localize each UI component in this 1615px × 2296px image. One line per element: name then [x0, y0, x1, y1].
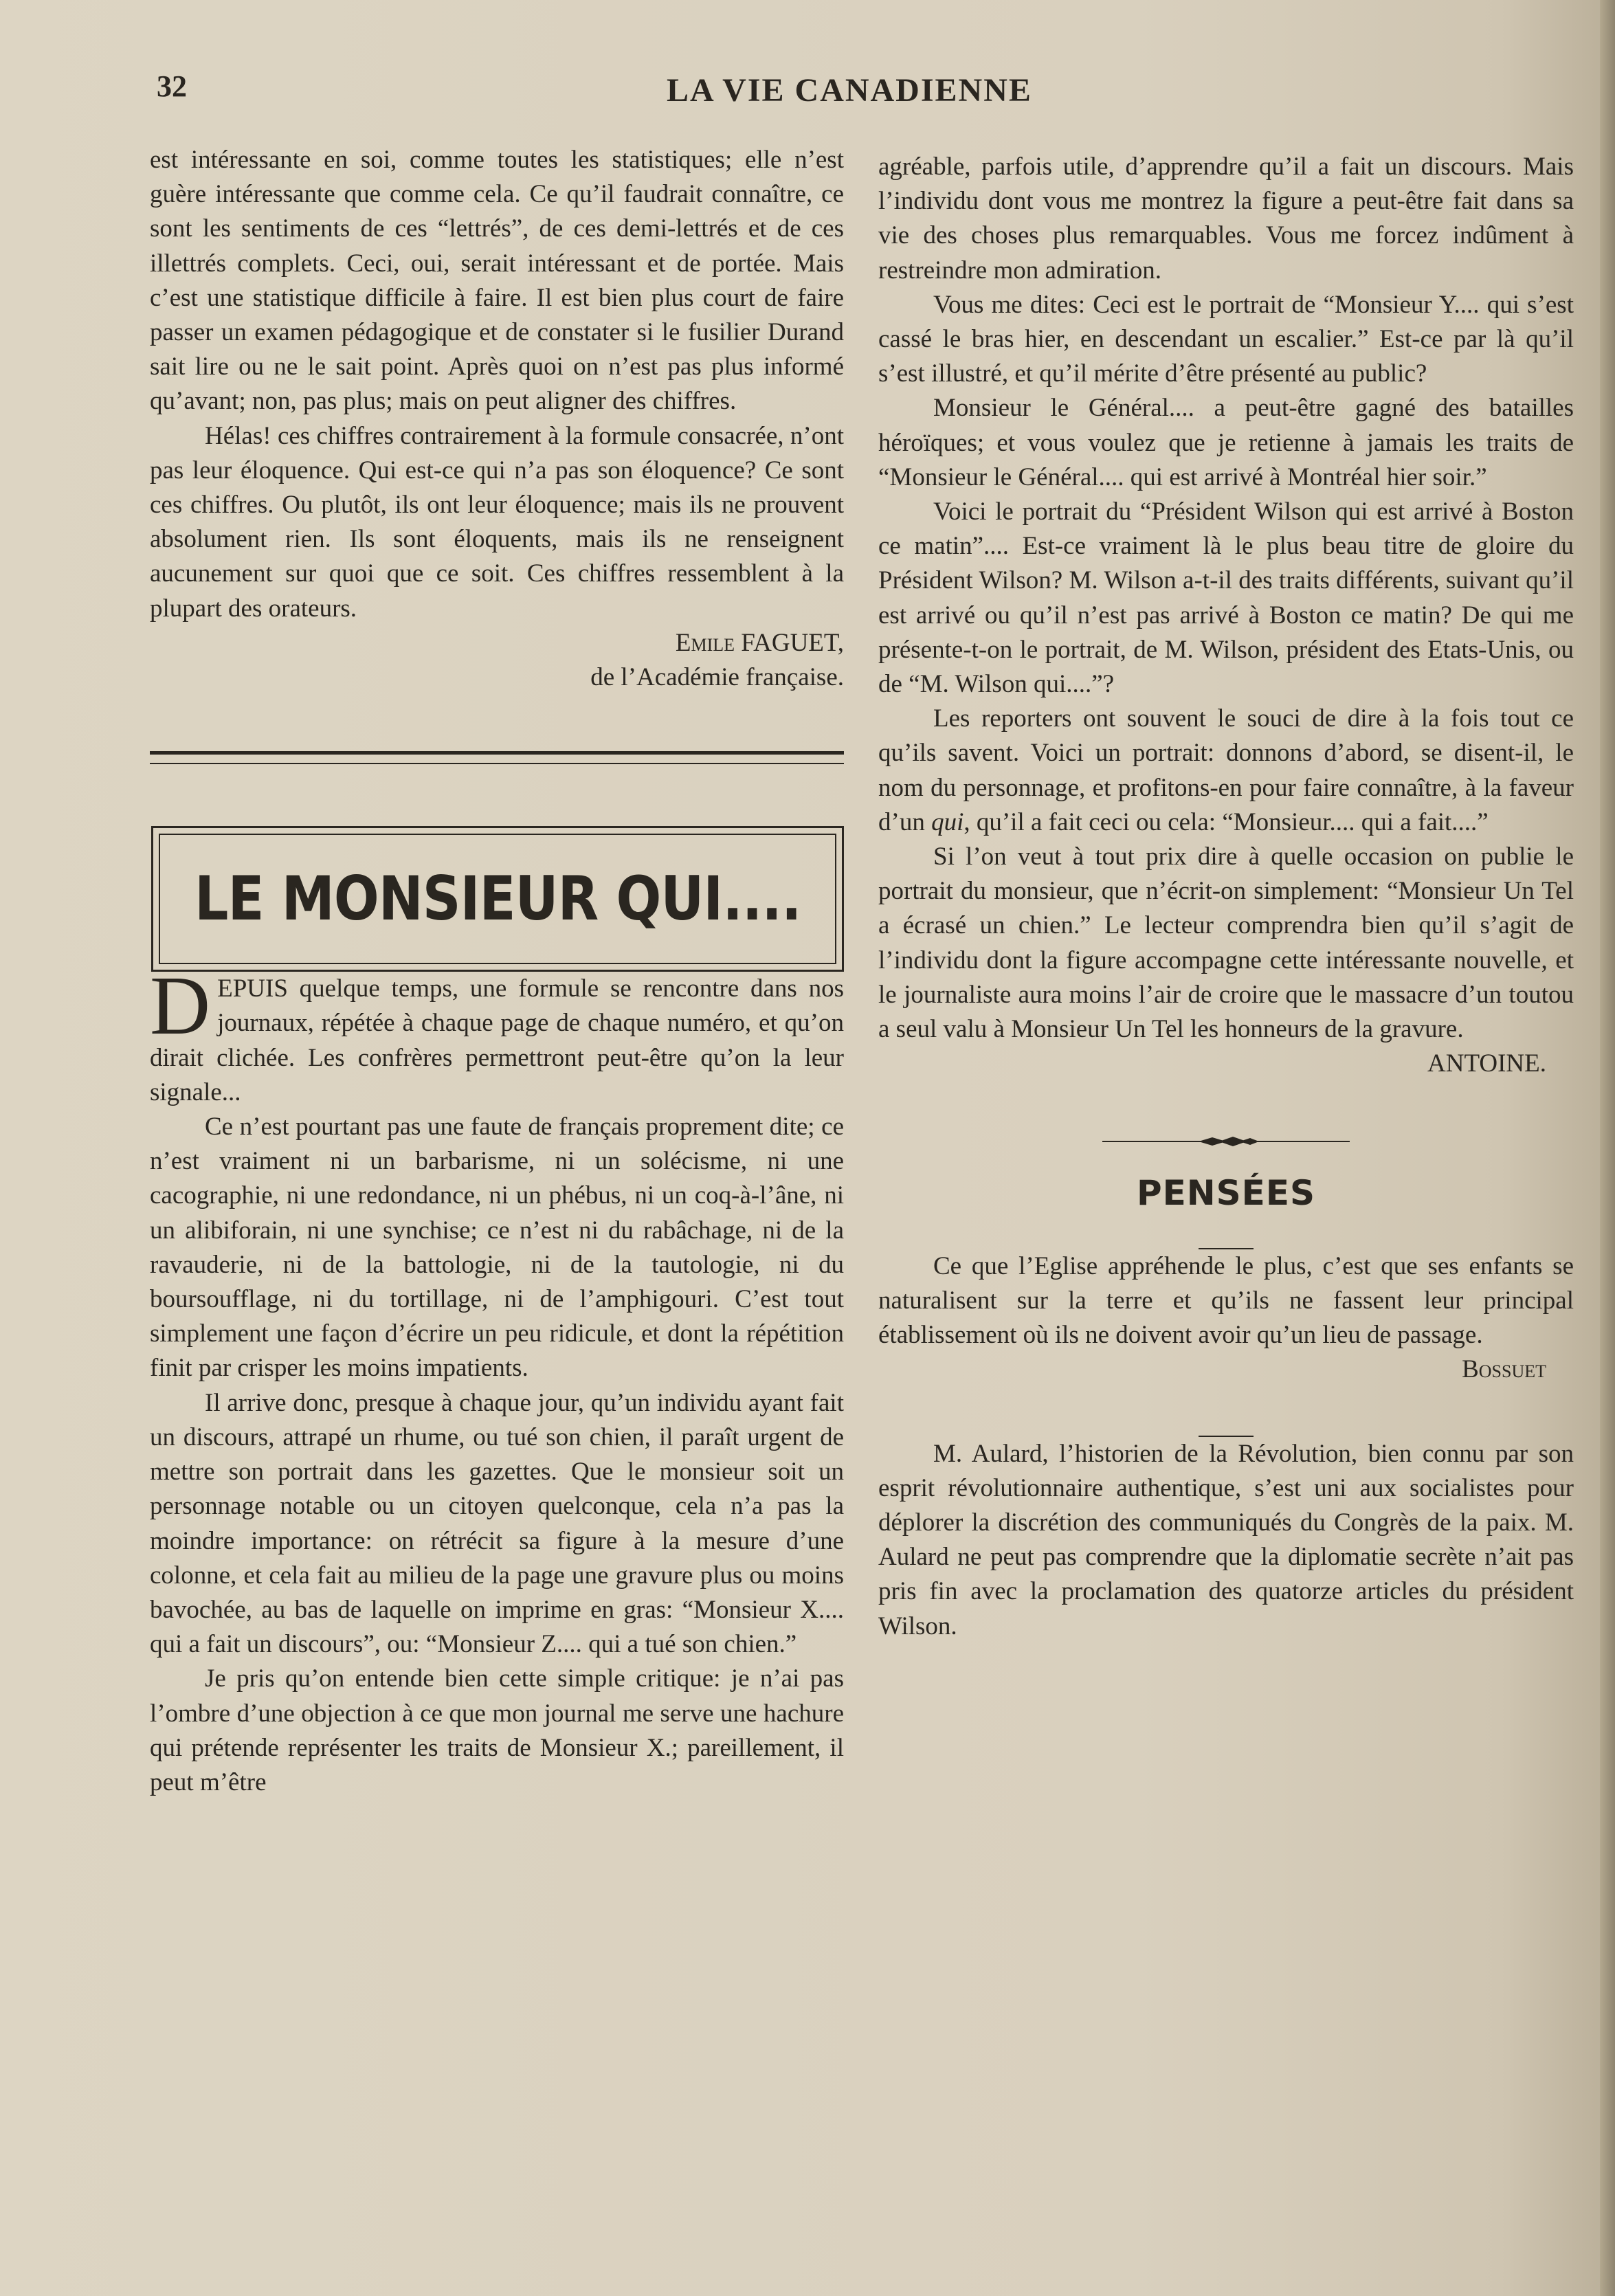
- left-column: [150, 143, 844, 1800]
- pensee-quote-1: Ce que l’Eglise appréhende le plus, c’est que ses enfants se naturalisent sur la terre et qu’ils ne fassent leur principal établissement où ils ne doivent avoir qu’un lieu de passage.: [878, 1251, 1574, 1350]
- pensee-quote-1-author: Bossuet: [1462, 1355, 1546, 1384]
- faguet-signature-affiliation: de l’Académie française.: [590, 663, 844, 692]
- drop-cap: D: [150, 959, 211, 1053]
- faguet-signature-name: Emile FAGUET,: [675, 628, 844, 657]
- right-column: [878, 150, 1574, 1644]
- section-divider-rule: [150, 751, 844, 764]
- article-paragraph-6: Vous me dites: Ceci est le portrait de “Monsieur Y.... qui s’est cassé le bras hier, en descendant un escalier.” Est-ce par là qu’il s’est illustré, et qu’il mérite d’être présenté au public?: [878, 290, 1574, 388]
- article-paragraph-3: Il arrive donc, presque à chaque jour, qu’un individu ayant fait un discours, attrapé un rhume, ou tué son chien, il paraît urgent de mettre son portrait dans les gazettes. Que le monsieur soit un personnage notable ou un citoyen quelconque, cela n’a pas la moindre importance: on rétrécit sa figure à la mesure d’une colonne, et cela fait au milieu de la page une gravure plus ou moins bavochée, au bas de laquelle on imprime en gras: “Monsieur X.... qui a fait un discours”, ou: “Monsieur Z.... qui a tué son chien.”: [150, 1388, 844, 1659]
- article-paragraph-5: agréable, parfois utile, d’apprendre qu’il a fait un discours. Mais l’individu dont vous me montrez la figure a peut-être fait dans sa vie des choses plus remarquables. Vous me forcez indûment à restreindre mon admiration.: [878, 153, 1574, 285]
- article-paragraph-10: Si l’on veut à tout prix dire à quelle occasion on publie le portrait du monsieur, que n’écrit-on simplement: “Monsieur Un Tel a écrasé un chien.” Le lecteur comprendra bien qu’il s’agit de l’individu dont la figure accompagne cette intéressante nouvelle, et le journaliste aura moins l’air de croire que le massacre d’un toutou a seul valu à Monsieur Un Tel les honneurs de la gravure.: [878, 843, 1574, 1044]
- page-number: 32: [157, 69, 187, 103]
- article-paragraph-7: Monsieur le Général.... a peut-être gagné des batailles héroïques; et vous voulez que je retienne à jamais les traits de “Monsieur le Général.... qui est arrivé à Montréal hier soir.”: [878, 394, 1574, 491]
- pensee-quote-2: M. Aulard, l’historien de la Révolution, bien connu par son esprit révolutionnaire authentique, s’est uni aux socialistes pour déplorer la discrétion des communiqués du Congrès de la paix. M. Aulard ne peut pas comprendre que la diplomatie secrète n’ait pas pris fin avec la proclamation des quatorze articles du président Wilson.: [878, 1439, 1574, 1640]
- article-paragraph-8: Voici le portrait du “Président Wilson qui est arrivé à Boston ce matin”.... Est-ce vraiment là le plus beau titre de gloire du Président Wilson? M. Wilson a-t-il des traits différents, suivant qu’il est arrivé ou qu’il n’est pas arrivé à Boston ce matin? De qui me présente-t-on le portrait, de M. Wilson, président des Etats-Unis, ou de “M. Wilson qui....”?: [878, 498, 1574, 699]
- page-header: [151, 69, 1072, 117]
- running-title: LA VIE CANADIENNE: [667, 72, 1032, 109]
- page-edge-shadow: [1600, 0, 1615, 2296]
- article-paragraph-4: Je pris qu’on entende bien cette simple critique: je n’ai pas l’ombre d’une objection à ce que mon journal me serve une hachure qui prétende représenter les traits de Monsieur X.; pareillement, il peut m’être: [150, 1664, 844, 1796]
- article-title: LE MONSIEUR QUI....: [194, 863, 801, 935]
- article-paragraph-2: Ce n’est pourtant pas une faute de français proprement dite; ce n’est vraiment ni un barbarisme, ni un solécisme, ni une cacographie, ni une redondance, ni un phébus, ni un coq-à-l’âne, ni un alibiforain, ni une synchise; ce n’est ni du rabâchage, ni de la ravauderie, ni de la battologie, ni de la tautologie, ni du boursoufflage, ni du tortillage, ni de l’amphigouri. C’est tout simplement une façon d’écrire un peu ridicule, et dont la répétition finit par crisper les moins impatients.: [150, 1113, 844, 1383]
- article-paragraph-1: DEPUIS quelque temps, une formule se rencontre dans nos journaux, répétée à chaque page de chaque numéro, et qu’on dirait clichée. Les confrères permettront peut-être qu’on la leur signale...: [150, 959, 844, 1106]
- ornament-divider-icon: [1102, 1135, 1350, 1148]
- section-title-pensees: PENSÉES: [1137, 1173, 1315, 1214]
- faguet-paragraph-2: Hélas! ces chiffres contrairement à la formule consacrée, n’ont pas leur éloquence. Qui est-ce qui n’a pas son éloquence? Ce sont ces chiffres. Ou plutôt, ils ont leur éloquence; mais ils ne prouvent absolument rien. Ils sont éloquents, mais ils ne renseignent aucunement sur quoi que ce soit. Ces chiffres ressemblent à la plupart des orateurs.: [150, 421, 844, 623]
- article-paragraph-9: Les reporters ont souvent le souci de dire à la fois tout ce qu’ils savent. Voici un portrait: donnons d’abord, se disent-il, le nom du personnage, et profitons-en pour faire connaître, à la faveur d’un qui, qu’il a fait ceci ou cela: “Monsieur.... qui a fait....”: [878, 704, 1574, 836]
- article-title-box: [151, 826, 844, 972]
- faguet-paragraph-1: est intéressante en soi, comme toutes les statistiques; elle n’est guère intéressante que comme cela. Ce qu’il faudrait connaître, ce sont les sentiments de ces “lettrés”, de ces demi-lettrés et de ces illettrés complets. Ceci, oui, serait intéressant et de portée. Mais c’est une statistique difficile à faire. Il est bien plus court de faire passer un examen pédagogique et de constater si le fusilier Durand sait lire ou ne le sait point. Après quoi on n’est pas plus informé qu’avant; non, pas plus; mais on peut aligner des chiffres.: [150, 146, 844, 416]
- article-signature: ANTOINE.: [1427, 1049, 1546, 1078]
